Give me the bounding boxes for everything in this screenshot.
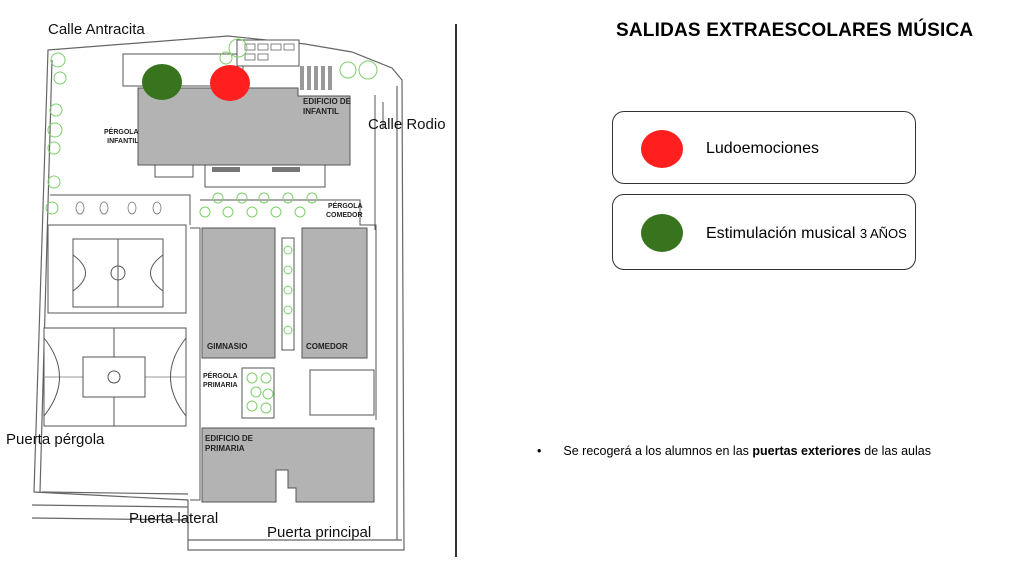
legend-suffix: 3 AÑOS — [859, 226, 907, 241]
legend-dot-green — [641, 214, 683, 252]
school-map — [0, 0, 455, 577]
gate-label-pergola: Puerta pérgola — [6, 431, 105, 448]
pickup-note: • Se recogerá a los alumnos en las puertas exteriores de las aulas — [537, 444, 931, 458]
legend-item-ludoemociones — [612, 111, 916, 184]
legend-item-estimulacion-musical — [612, 194, 916, 270]
gate-label-principal: Puerta principal — [267, 524, 372, 541]
bullet-icon: • — [537, 444, 542, 458]
building-label-primaria: EDIFICIO DE PRIMARIA — [205, 434, 254, 453]
building-label-pergola-infantil: PÉRGOLA INFANTIL — [104, 129, 139, 145]
gate-label-lateral: Puerta lateral — [129, 510, 219, 527]
building-label-comedor: COMEDOR — [306, 342, 348, 351]
building-label-pergola-comedor: PÉRGOLA COMEDOR — [326, 203, 363, 219]
building-label-gimnasio: GIMNASIO — [207, 342, 248, 351]
building-label-pergola-primaria: PÉRGOLA PRIMARIA — [203, 373, 238, 389]
legend-label: Ludoemociones — [706, 140, 819, 157]
street-label-rodio: Calle Rodio — [368, 116, 446, 133]
panel-divider — [455, 24, 457, 557]
marker-estimulacion-musical — [142, 64, 182, 100]
street-label-antracita: Calle Antracita — [48, 21, 145, 38]
legend-dot-red — [641, 130, 683, 168]
legend-label: Estimulación musical 3 AÑOS — [706, 225, 907, 242]
building-label-infantil: EDIFICIO DE INFANTIL — [303, 97, 352, 116]
marker-ludoemociones — [210, 65, 250, 101]
page-title: SALIDAS EXTRAESCOLARES MÚSICA — [616, 20, 974, 41]
